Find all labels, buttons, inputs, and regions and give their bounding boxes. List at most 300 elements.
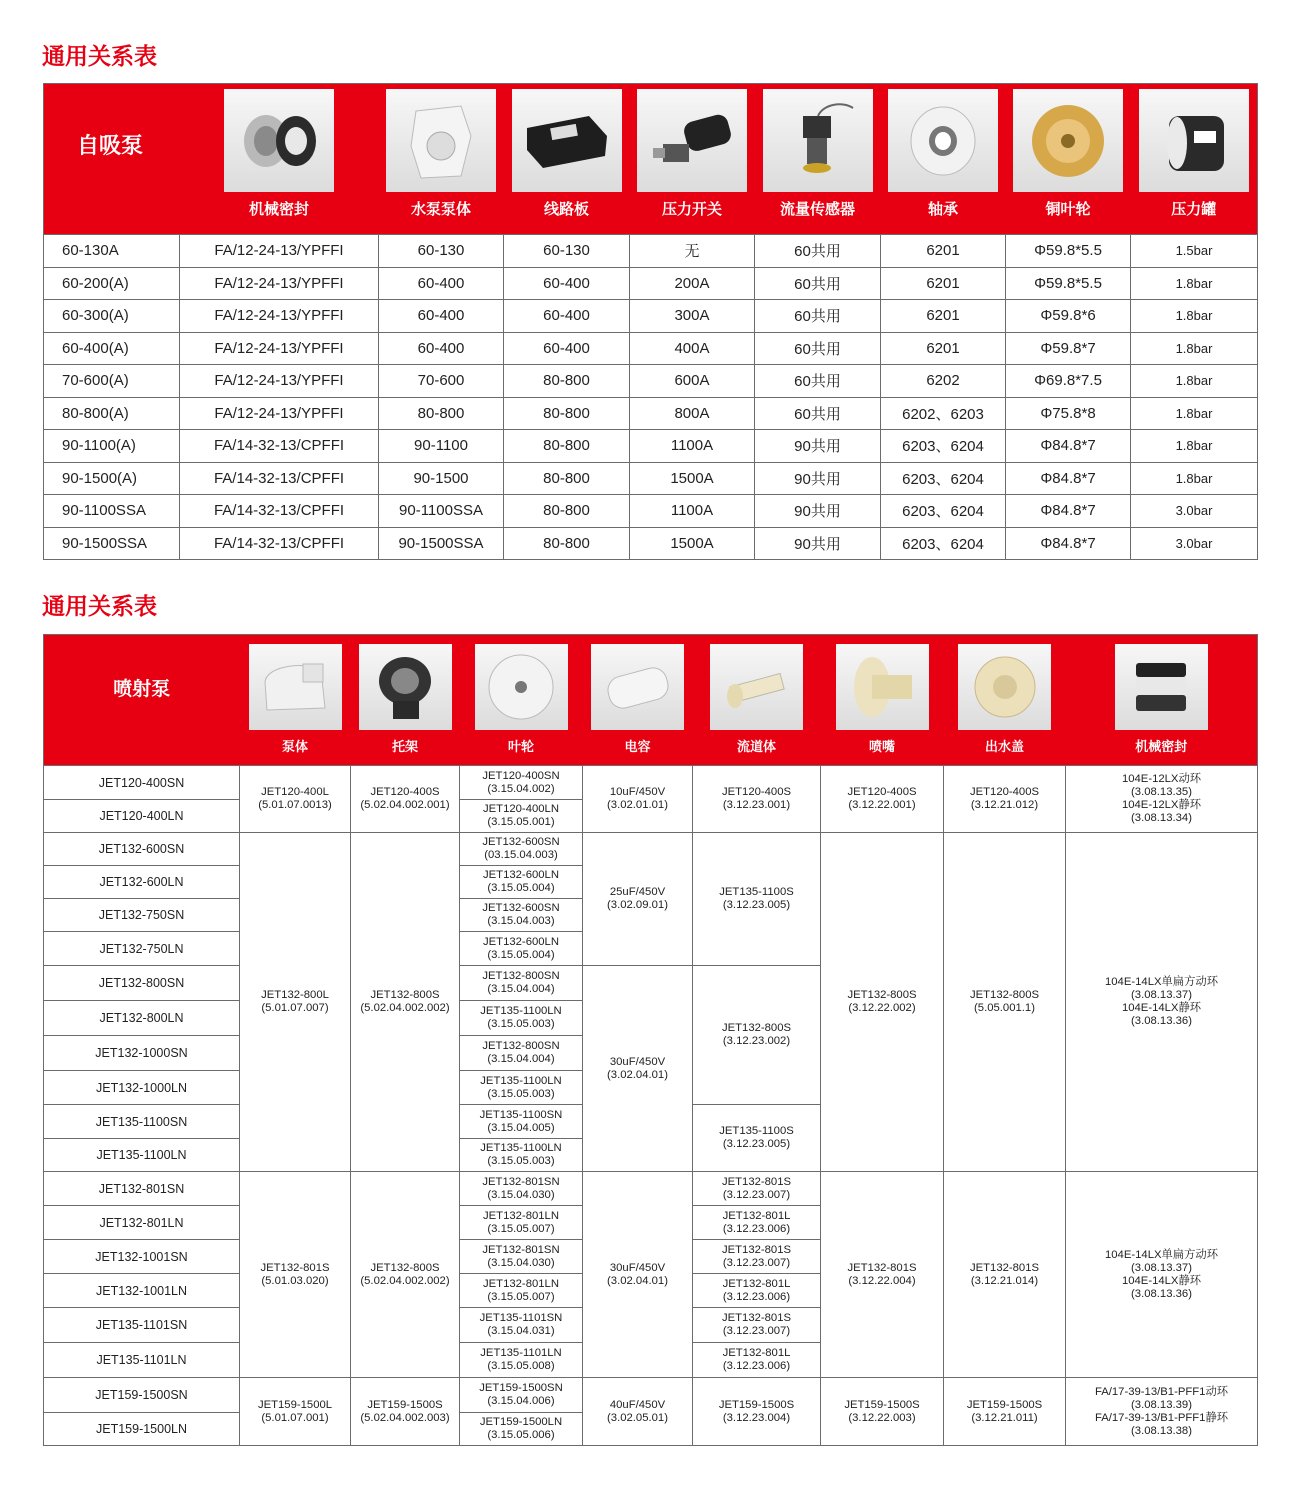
impeller-cell <box>460 899 583 932</box>
model-cell: JET135-1100LN <box>44 1139 240 1172</box>
part-code: (3.15.05.003) <box>487 1155 555 1167</box>
part-code: (3.15.04.004) <box>487 1053 555 1065</box>
impeller-cell <box>460 1413 583 1446</box>
header-col-8 <box>1131 84 1258 235</box>
part-code: (3.12.22.004) <box>848 1274 916 1287</box>
table-cell: 1.8bar <box>1131 300 1258 333</box>
seal-line: (3.08.13.34) <box>1131 812 1192 824</box>
part-name: JET135-1100S <box>719 886 794 898</box>
seal-line: 104E-14LX单扁方动环 <box>1104 976 1218 988</box>
table-cell: 1.5bar <box>1131 235 1258 268</box>
seal-line: (3.08.13.39) <box>1131 1398 1192 1411</box>
table-cell: 200A <box>630 267 755 300</box>
part-code: (3.15.05.006) <box>487 1429 555 1441</box>
table-cell: 1500A <box>630 527 755 560</box>
table-row <box>44 365 1258 398</box>
part-name: JET120-400L <box>261 786 329 798</box>
table-cell: FA/12-24-13/YPFFI <box>180 235 379 268</box>
table-cell: 90-1100 <box>379 430 504 463</box>
model-cell: 60-300(A) <box>44 300 180 333</box>
part-code: (3.02.01.01) <box>607 799 668 811</box>
flow-sensor-icon <box>763 89 873 192</box>
impeller-cell <box>460 1071 583 1105</box>
part-name: JET132-801S <box>847 1261 917 1274</box>
part-code: (3.15.05.003) <box>487 1018 555 1030</box>
part-code: (3.02.04.01) <box>607 1068 668 1081</box>
header-label: 压力开关 <box>661 200 722 218</box>
outlet-cover-cell <box>944 1172 1066 1378</box>
table-cell: 60-400 <box>504 332 630 365</box>
part-code: (3.02.04.01) <box>607 1274 668 1287</box>
part-code: (3.12.22.001) <box>848 799 916 811</box>
circuit-board-icon <box>512 89 622 192</box>
table-cell: 1.8bar <box>1131 332 1258 365</box>
table-cell: 60共用 <box>755 235 881 268</box>
mechanical-seal-cell <box>1066 766 1258 833</box>
seal-line: (3.08.13.38) <box>1131 1424 1192 1437</box>
part-code: (3.15.04.003) <box>487 915 555 927</box>
part-code: (3.12.23.007) <box>722 1325 791 1337</box>
model-cell: JET132-600SN <box>44 833 240 866</box>
part-code: (3.15.05.007) <box>487 1290 555 1303</box>
pump-type-label: 自吸泵 <box>44 84 180 235</box>
table-row <box>44 300 1258 333</box>
capacitor-icon <box>591 644 684 730</box>
part-code: (03.15.04.003) <box>484 849 558 861</box>
model-cell: JET132-1001SN <box>44 1240 240 1274</box>
part-name: JET135-1100LN <box>480 1074 562 1087</box>
part-name: JET132-801L <box>722 1347 791 1359</box>
part-name: JET132-801S <box>260 1261 330 1274</box>
section2-title: 通用关系表 <box>42 594 157 620</box>
mechanical-seal-cell <box>1066 1378 1258 1446</box>
seal-line: 104E-14LX单扁方动环 <box>1104 1248 1218 1261</box>
capacitor-cell <box>583 766 693 833</box>
part-name: 30uF/450V <box>609 1261 666 1274</box>
part-name: JET120-400S <box>721 786 792 798</box>
table-cell: 6203、6204 <box>881 430 1006 463</box>
part-code: (3.12.23.001) <box>722 799 791 811</box>
table-row <box>44 397 1258 430</box>
table-cell: 400A <box>630 332 755 365</box>
bracket-cell <box>351 1378 460 1446</box>
model-cell: JET132-1000SN <box>44 1036 240 1071</box>
table-row <box>44 1378 1258 1413</box>
table-cell: 1.8bar <box>1131 430 1258 463</box>
part-code: (3.15.05.004) <box>487 882 555 894</box>
part-code: (3.02.05.01) <box>607 1411 668 1424</box>
seal-line: 104E-12LX静环 <box>1121 799 1202 811</box>
impeller-cell <box>460 932 583 966</box>
section1-title: 通用关系表 <box>42 44 157 70</box>
table-row <box>44 495 1258 528</box>
table-cell: 1100A <box>630 430 755 463</box>
header-col-8 <box>1066 635 1258 766</box>
model-cell: JET135-1101LN <box>44 1343 240 1378</box>
flow-channel-cell <box>693 1172 821 1206</box>
header-col-2 <box>351 635 460 766</box>
table-cell: 60-400 <box>379 300 504 333</box>
table-cell: 60共用 <box>755 365 881 398</box>
model-cell: 60-400(A) <box>44 332 180 365</box>
part-name: JET132-801S <box>721 1312 792 1324</box>
table-cell: 90共用 <box>755 430 881 463</box>
header-col-1 <box>180 84 379 235</box>
part-code: (3.15.05.003) <box>487 1087 555 1100</box>
table-cell: 1.8bar <box>1131 267 1258 300</box>
header-label: 流道体 <box>736 739 776 755</box>
outlet-cover-icon <box>958 644 1051 730</box>
table-cell: 1.8bar <box>1131 462 1258 495</box>
table-cell: 6202 <box>881 365 1006 398</box>
part-code: (3.12.23.005) <box>722 1138 791 1150</box>
table-cell: FA/14-32-13/CPFFI <box>180 430 379 463</box>
table-cell: 60共用 <box>755 300 881 333</box>
header-label: 铜叶轮 <box>1045 200 1091 218</box>
part-name: JET132-801SN <box>482 1243 560 1256</box>
impeller-cell <box>460 866 583 899</box>
impeller-cell <box>460 1036 583 1071</box>
seal-line: (3.08.13.37) <box>1131 1261 1192 1274</box>
header-col-6 <box>821 635 944 766</box>
table-cell: Φ69.8*7.5 <box>1006 365 1131 398</box>
table-row <box>44 332 1258 365</box>
flow-channel-cell <box>693 1240 821 1274</box>
table-cell: 6201 <box>881 300 1006 333</box>
part-name: JET132-801S <box>969 1261 1040 1274</box>
header-col-3 <box>460 635 583 766</box>
part-name: JET135-1100LN <box>480 1142 562 1154</box>
mechanical-seal-icon <box>1115 644 1208 730</box>
flow-channel-cell <box>693 1378 821 1446</box>
table-cell: 800A <box>630 397 755 430</box>
seal-line: (3.08.13.36) <box>1131 1015 1192 1027</box>
part-name: JET159-1500SN <box>479 1382 563 1394</box>
part-name: JET132-801SN <box>482 1175 560 1188</box>
pressure-switch-icon <box>637 89 747 192</box>
part-name: JET132-600SN <box>482 836 560 848</box>
table-row <box>44 430 1258 463</box>
table-cell: 90-1100SSA <box>379 495 504 528</box>
table-row <box>44 766 1258 800</box>
part-code: (3.15.04.030) <box>487 1188 555 1201</box>
bracket-cell <box>351 766 460 833</box>
part-name: JET135-1100LN <box>480 1005 562 1017</box>
seal-line: 104E-14LX静环 <box>1121 1002 1202 1014</box>
part-code: (5.02.04.002.001) <box>360 799 450 811</box>
table-cell: 60-400 <box>379 267 504 300</box>
part-code: (3.12.23.002) <box>722 1035 791 1047</box>
flow-channel-cell <box>693 1343 821 1378</box>
model-cell: JET159-1500LN <box>44 1413 240 1446</box>
part-code: (3.15.05.008) <box>487 1360 555 1372</box>
header-col-1 <box>240 635 351 766</box>
part-name: JET120-400SN <box>482 769 560 782</box>
impeller-cell <box>460 966 583 1001</box>
table-cell: 80-800 <box>504 430 630 463</box>
table-cell: 60-400 <box>504 267 630 300</box>
model-cell: JET120-400SN <box>44 766 240 800</box>
pump-body-icon <box>249 644 342 730</box>
part-name: JET132-800SN <box>482 1040 560 1052</box>
model-cell: JET135-1101SN <box>44 1308 240 1343</box>
model-cell: JET159-1500SN <box>44 1378 240 1413</box>
table-cell: Φ84.8*7 <box>1006 495 1131 528</box>
table-cell: FA/12-24-13/YPFFI <box>180 267 379 300</box>
table-cell: 90-1500SSA <box>379 527 504 560</box>
flow-channel-cell <box>693 1308 821 1343</box>
part-code: (3.15.04.002) <box>487 782 555 795</box>
nozzle-cell <box>821 766 944 833</box>
part-name: JET132-801LN <box>483 1277 559 1290</box>
table-cell: Φ59.8*5.5 <box>1006 267 1131 300</box>
part-name: JET159-1500S <box>718 1398 795 1411</box>
part-code: (3.12.23.007) <box>722 1256 791 1269</box>
table-cell: 70-600 <box>379 365 504 398</box>
model-cell: 90-1100(A) <box>44 430 180 463</box>
table-cell: 60-130 <box>379 235 504 268</box>
part-name: JET132-800S <box>370 1261 440 1274</box>
part-name: 10uF/450V <box>609 786 666 798</box>
header-label: 线路板 <box>543 200 589 218</box>
impeller-icon <box>475 644 568 730</box>
table-cell: FA/14-32-13/CPFFI <box>180 495 379 528</box>
mechanical-seal-icon <box>224 89 334 192</box>
part-code: (3.12.23.006) <box>722 1222 791 1235</box>
table-cell: FA/12-24-13/YPFFI <box>180 397 379 430</box>
model-cell: JET132-800LN <box>44 1001 240 1036</box>
copper-impeller-icon <box>1013 89 1123 192</box>
table-cell: Φ75.8*8 <box>1006 397 1131 430</box>
part-name: JET135-1100SN <box>479 1108 563 1121</box>
flow-channel-icon <box>710 644 803 730</box>
table-cell: 60-130 <box>504 235 630 268</box>
part-name: JET132-801L <box>722 1277 791 1290</box>
part-code: (3.15.04.031) <box>487 1325 555 1337</box>
part-name: JET120-400S <box>847 786 917 798</box>
table-cell: FA/12-24-13/YPFFI <box>180 300 379 333</box>
table-cell: 80-800 <box>504 495 630 528</box>
part-code: (3.12.23.005) <box>722 899 791 911</box>
model-cell: 90-1100SSA <box>44 495 180 528</box>
part-name: JET135-1101LN <box>480 1347 562 1359</box>
pressure-tank-icon <box>1139 89 1249 192</box>
part-name: 25uF/450V <box>609 886 666 898</box>
model-cell: JET120-400LN <box>44 800 240 833</box>
table-cell: 1.8bar <box>1131 365 1258 398</box>
nozzle-cell <box>821 1172 944 1378</box>
part-code: (5.02.04.002.002) <box>360 1274 450 1287</box>
part-name: JET132-800S <box>370 989 440 1001</box>
flow-channel-cell <box>693 1206 821 1240</box>
part-name: JET159-1500S <box>367 1398 443 1411</box>
impeller-cell <box>460 1343 583 1378</box>
header-label: 机械密封 <box>1135 739 1188 755</box>
part-name: JET159-1500S <box>844 1398 920 1411</box>
part-name: JET132-600SN <box>482 902 560 914</box>
model-cell: JET132-750LN <box>44 932 240 966</box>
mechanical-seal-cell <box>1066 1172 1258 1378</box>
header-label: 出水盖 <box>984 739 1024 755</box>
table-cell: 90共用 <box>755 527 881 560</box>
table-cell: Φ59.8*7 <box>1006 332 1131 365</box>
part-code: (5.01.07.001) <box>261 1411 329 1424</box>
part-name: JET159-1500S <box>966 1398 1043 1411</box>
header-label: 喷嘴 <box>868 739 895 755</box>
flow-channel-cell <box>693 766 821 833</box>
table-cell: 6203、6204 <box>881 495 1006 528</box>
part-name: JET132-800L <box>261 989 329 1001</box>
pump-body-icon <box>386 89 496 192</box>
table-cell: Φ84.8*7 <box>1006 430 1131 463</box>
impeller-cell <box>460 1308 583 1343</box>
part-name: JET120-400S <box>370 786 440 798</box>
header-col-7 <box>1006 84 1131 235</box>
capacitor-cell <box>583 1172 693 1378</box>
table-cell: FA/12-24-13/YPFFI <box>180 332 379 365</box>
bracket-cell <box>351 1172 460 1378</box>
model-cell: JET132-1000LN <box>44 1071 240 1105</box>
table-cell: FA/12-24-13/YPFFI <box>180 365 379 398</box>
body-cell <box>240 766 351 833</box>
table-cell: 90共用 <box>755 495 881 528</box>
table-cell: 80-800 <box>504 462 630 495</box>
model-cell: 60-130A <box>44 235 180 268</box>
part-code: (3.12.23.007) <box>722 1188 791 1201</box>
part-name: JET132-800SN <box>482 970 560 982</box>
table-cell: 80-800 <box>504 397 630 430</box>
part-code: (3.15.05.004) <box>487 948 555 961</box>
model-cell: JET132-1001LN <box>44 1274 240 1308</box>
table-cell: 80-800 <box>379 397 504 430</box>
table-row <box>44 267 1258 300</box>
flow-channel-cell <box>693 833 821 966</box>
model-cell: 90-1500SSA <box>44 527 180 560</box>
header-label: 压力罐 <box>1171 200 1217 218</box>
impeller-cell <box>460 1274 583 1308</box>
pump-type-label: 喷射泵 <box>44 635 240 766</box>
capacitor-cell <box>583 833 693 966</box>
part-code: (3.02.09.01) <box>607 899 668 911</box>
part-code: (3.15.04.005) <box>487 1121 555 1134</box>
table-cell: 6201 <box>881 267 1006 300</box>
part-name: JET120-400LN <box>483 803 559 815</box>
part-code: (3.12.21.014) <box>970 1274 1039 1287</box>
part-name: JET132-800S <box>847 989 917 1001</box>
impeller-cell <box>460 1240 583 1274</box>
nozzle-cell <box>821 1378 944 1446</box>
header-label: 水泵泵体 <box>410 200 471 218</box>
part-name: JET135-1100S <box>719 1125 794 1137</box>
part-name: JET132-801L <box>722 1209 791 1222</box>
header-col-7 <box>944 635 1066 766</box>
part-code: (3.15.05.001) <box>487 816 555 828</box>
table-cell: 6201 <box>881 332 1006 365</box>
part-code: (3.12.21.011) <box>971 1411 1038 1424</box>
part-name: JET120-400S <box>969 786 1040 798</box>
part-name: JET132-801S <box>721 1175 792 1188</box>
body-cell <box>240 1172 351 1378</box>
table-cell: Φ84.8*7 <box>1006 462 1131 495</box>
header-label: 泵体 <box>281 739 308 755</box>
impeller-cell <box>460 1378 583 1413</box>
part-name: JET135-1101SN <box>479 1312 563 1324</box>
table-row <box>44 527 1258 560</box>
header-label: 电容 <box>624 739 651 755</box>
table-cell: 90-1500 <box>379 462 504 495</box>
impeller-cell <box>460 766 583 800</box>
table-row <box>44 462 1258 495</box>
self-priming-pump-table <box>43 83 1258 560</box>
model-cell: JET132-750SN <box>44 899 240 932</box>
impeller-cell <box>460 1001 583 1036</box>
seal-line: 104E-14LX静环 <box>1121 1274 1202 1287</box>
header-col-6 <box>881 84 1006 235</box>
outlet-cover-cell <box>944 833 1066 1172</box>
impeller-cell <box>460 1139 583 1172</box>
header-label: 轴承 <box>927 200 958 218</box>
outlet-cover-cell <box>944 766 1066 833</box>
impeller-cell <box>460 1105 583 1139</box>
header-col-4 <box>630 84 755 235</box>
header-col-4 <box>583 635 693 766</box>
model-cell: JET132-801SN <box>44 1172 240 1206</box>
header-label: 流量传感器 <box>779 200 855 218</box>
part-code: (5.05.001.1) <box>974 1002 1035 1014</box>
outlet-cover-cell <box>944 1378 1066 1446</box>
part-code: (3.12.21.012) <box>970 799 1039 811</box>
header-col-5 <box>755 84 881 235</box>
table-cell: 6203、6204 <box>881 462 1006 495</box>
table-cell: 60共用 <box>755 267 881 300</box>
part-name: JET159-1500LN <box>479 1416 563 1428</box>
table-cell: 300A <box>630 300 755 333</box>
header-col-2 <box>379 84 504 235</box>
table-row <box>44 833 1258 866</box>
nozzle-cell <box>821 833 944 1172</box>
part-code: (3.15.04.006) <box>487 1395 555 1407</box>
part-code: (3.15.04.004) <box>487 983 555 995</box>
table-cell: 80-800 <box>504 365 630 398</box>
part-name: JET132-600LN <box>483 869 559 881</box>
part-name: JET132-800S <box>969 989 1040 1001</box>
header-col-3 <box>504 84 630 235</box>
part-name: JET132-801S <box>721 1243 792 1256</box>
model-cell: JET132-801LN <box>44 1206 240 1240</box>
impeller-cell <box>460 800 583 833</box>
bracket-icon <box>359 644 452 730</box>
model-cell: 60-200(A) <box>44 267 180 300</box>
mechanical-seal-cell <box>1066 833 1258 1172</box>
part-code: (5.02.04.002.002) <box>360 1002 450 1014</box>
part-code: (3.12.23.004) <box>722 1411 791 1424</box>
table-cell: 6203、6204 <box>881 527 1006 560</box>
part-code: (5.01.07.0013) <box>258 799 332 811</box>
seal-line: 104E-12LX动环 <box>1121 773 1202 785</box>
table-cell: 6202、6203 <box>881 397 1006 430</box>
model-cell: JET132-800SN <box>44 966 240 1001</box>
seal-line: (3.08.13.36) <box>1131 1287 1192 1300</box>
header-label: 叶轮 <box>507 739 534 755</box>
table-row <box>44 235 1258 268</box>
part-code: (5.01.03.020) <box>261 1274 329 1287</box>
table-cell: 3.0bar <box>1131 495 1258 528</box>
table-cell: Φ59.8*6 <box>1006 300 1131 333</box>
header-col-5 <box>693 635 821 766</box>
seal-line: FA/17-39-13/B1-PFF1静环 <box>1094 1411 1229 1424</box>
part-code: (3.15.04.030) <box>487 1256 555 1269</box>
table-cell: 60共用 <box>755 397 881 430</box>
